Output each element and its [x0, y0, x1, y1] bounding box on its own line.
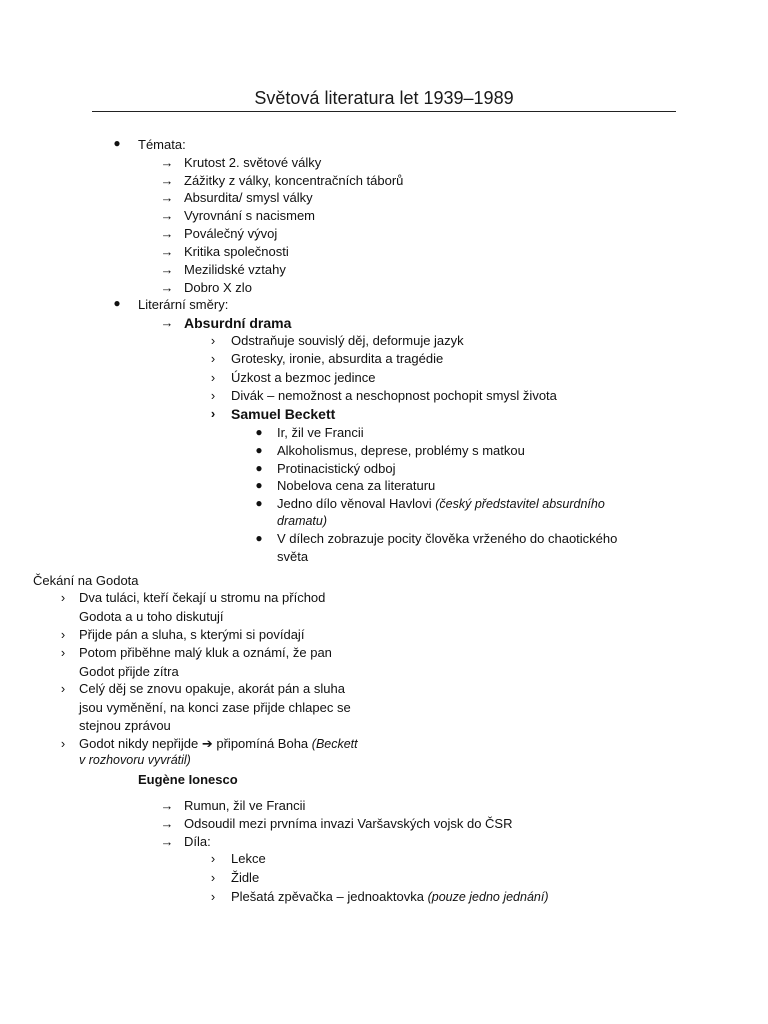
- list-item: Rumun, žil ve Francii: [184, 798, 306, 813]
- arrow-icon: →: [160, 208, 174, 223]
- godot-text: Godot nikdy nepřijde: [79, 736, 202, 751]
- havel-note-cont: dramatu): [277, 514, 328, 528]
- chevron-right-icon: ›: [210, 889, 216, 904]
- list-item: Celý děj se znovu opakuje, akorát pán a sluha: [79, 681, 345, 696]
- work-text: Plešatá zpěvačka – jednoaktovka: [231, 889, 428, 904]
- list-item: Zážitky z války, koncentračních táborů: [184, 173, 404, 188]
- list-item-cont: světa: [277, 549, 309, 564]
- list-item: Dobro X zlo: [184, 280, 252, 295]
- movements-label: Literární směry:: [138, 297, 229, 312]
- arrow-icon: ➔: [201, 736, 213, 751]
- bullet-icon: ●: [113, 296, 121, 310]
- list-item: Úzkost a bezmoc jedince: [231, 370, 376, 385]
- godot-note-cont: v rozhovoru vyvrátil): [79, 753, 191, 767]
- arrow-icon: →: [160, 226, 174, 241]
- chevron-right-icon: ›: [60, 590, 66, 605]
- beckett-heading: Samuel Beckett: [231, 406, 336, 422]
- arrow-icon: →: [160, 262, 174, 277]
- ionesco-heading: Eugène Ionesco: [138, 772, 238, 787]
- chevron-right-icon: ›: [210, 351, 216, 366]
- list-item-cont: stejnou zprávou: [79, 718, 171, 733]
- arrow-icon: →: [160, 798, 174, 813]
- arrow-icon: →: [160, 280, 174, 295]
- bullet-icon: ●: [255, 443, 263, 457]
- arrow-icon: →: [160, 244, 174, 259]
- bullet-icon: ●: [255, 461, 263, 475]
- work-item: Židle: [231, 870, 260, 885]
- chevron-right-icon: ›: [210, 388, 216, 403]
- list-item: Ir, žil ve Francii: [277, 425, 364, 440]
- list-item: Přijde pán a sluha, s kterými si povídají: [79, 627, 305, 642]
- godot-heading: Čekání na Godota: [33, 573, 139, 588]
- chevron-right-icon: ›: [210, 406, 216, 421]
- list-item: Vyrovnání s nacismem: [184, 208, 316, 223]
- list-item: Odstraňuje souvislý děj, deformuje jazyk: [231, 333, 464, 348]
- work-note: (pouze jedno jednání): [427, 890, 549, 904]
- list-item: Protinacistický odboj: [277, 461, 396, 476]
- list-item: Mezilidské vztahy: [184, 262, 286, 277]
- topics-label: Témata:: [138, 137, 186, 152]
- absurd-drama-heading: Absurdní drama: [184, 315, 292, 331]
- arrow-icon: →: [160, 834, 174, 849]
- title-rule: [92, 111, 676, 112]
- ionesco-heading-clip: [130, 772, 270, 790]
- list-item: V dílech zobrazuje pocity člověka vrženého do chaotického: [277, 531, 618, 546]
- godot-text: připomíná Boha: [212, 736, 312, 751]
- list-item: Nobelova cena za literaturu: [277, 478, 436, 493]
- list-item: Odsoudil mezi prvníma invazi Varšavských vojsk do ČSR: [184, 816, 513, 831]
- work-item: Lekce: [231, 851, 266, 866]
- bullet-icon: ●: [255, 496, 263, 510]
- list-item: [79, 736, 358, 752]
- list-item: Kritika společnosti: [184, 244, 289, 259]
- chevron-right-icon: ›: [60, 627, 66, 642]
- list-item: Grotesky, ironie, absurdita a tragédie: [231, 351, 444, 366]
- arrow-icon: →: [160, 816, 174, 831]
- bullet-icon: ●: [255, 531, 263, 545]
- havel-text: Jedno dílo věnoval Havlovi: [277, 496, 436, 511]
- godot-note: (Beckett: [311, 737, 358, 751]
- arrow-icon: →: [160, 190, 174, 205]
- page-title: Světová literatura let 1939–1989: [254, 88, 514, 108]
- list-item: [277, 496, 605, 511]
- list-item-cont: Godota a u toho diskutují: [79, 609, 224, 624]
- list-item: Alkoholismus, deprese, problémy s matkou: [277, 443, 525, 458]
- chevron-right-icon: ›: [60, 736, 66, 751]
- list-item: Dva tuláci, kteří čekají u stromu na příchod: [79, 590, 326, 605]
- chevron-right-icon: ›: [60, 681, 66, 696]
- list-item-cont: jsou vyměnění, na konci zase přijde chlapec se: [79, 700, 351, 715]
- chevron-right-icon: ›: [60, 645, 66, 660]
- work-item: [231, 889, 549, 904]
- arrow-icon: →: [160, 173, 174, 188]
- chevron-right-icon: ›: [210, 370, 216, 385]
- list-item: Absurdita/ smysl války: [184, 190, 313, 205]
- list-item: Poválečný vývoj: [184, 226, 278, 241]
- list-item-cont: Godot přijde zítra: [79, 664, 179, 679]
- chevron-right-icon: ›: [210, 333, 216, 348]
- havel-note: (český představitel absurdního: [435, 497, 605, 511]
- bullet-icon: ●: [255, 478, 263, 492]
- chevron-right-icon: ›: [210, 851, 216, 866]
- list-item: Krutost 2. světové války: [184, 155, 322, 170]
- chevron-right-icon: ›: [210, 870, 216, 885]
- list-item: Díla:: [184, 834, 211, 849]
- bullet-icon: ●: [255, 425, 263, 439]
- arrow-icon: →: [160, 315, 174, 330]
- bullet-icon: ●: [113, 136, 121, 150]
- list-item: Potom přiběhne malý kluk a oznámí, že pan: [79, 645, 332, 660]
- list-item: Divák – nemožnost a neschopnost pochopit smysl života: [231, 388, 557, 403]
- arrow-icon: →: [160, 155, 174, 170]
